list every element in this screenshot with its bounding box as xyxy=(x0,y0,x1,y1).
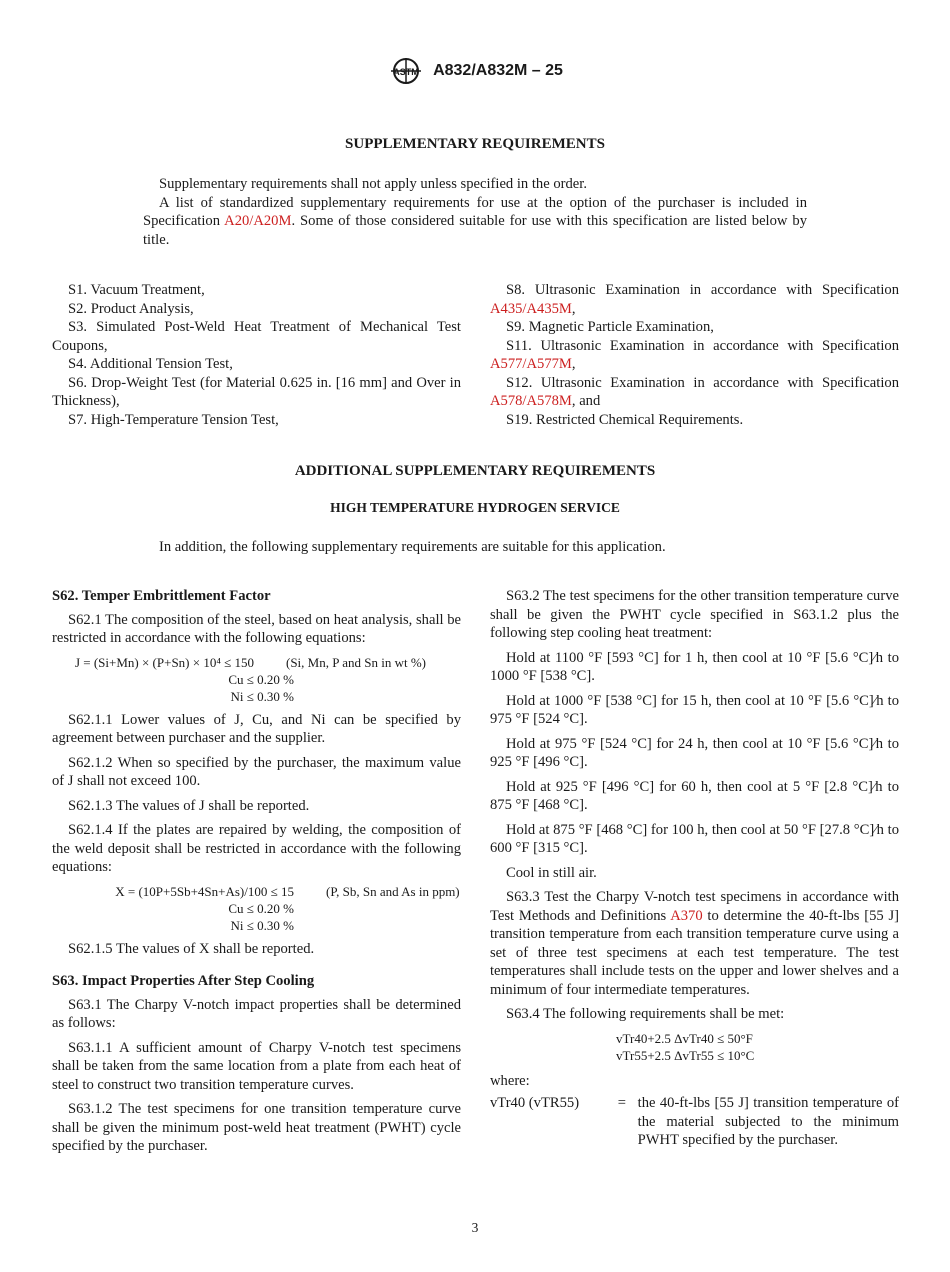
hths-heading: HIGH TEMPERATURE HYDROGEN SERVICE xyxy=(330,500,620,515)
list-item: S7. High-Temperature Tension Test, xyxy=(68,411,279,428)
equation-j: J = (Si+Mn) × (P+Sn) × 10⁴ ≤ 150 (Si, Mn, P and Sn in wt %) Cu ≤ 0.20 % Ni ≤ 0.30 % xyxy=(74,654,426,704)
document-id: A832/A832M – 25 xyxy=(433,62,563,79)
list-item: S4. Additional Tension Test, xyxy=(68,356,233,372)
additional-intro: In addition, the following supplementary requirements are suitable for this application. xyxy=(159,539,666,555)
list-item: S12. Ultrasonic Examination in accordance with Specification A578/A578M, and xyxy=(490,374,899,409)
supplementary-requirements-heading: SUPPLEMENTARY REQUIREMENTS xyxy=(345,136,605,152)
intro-p1: Supplementary requirements shall not apply unless specified in the order. xyxy=(159,176,587,192)
list-item: S1. Vacuum Treatment, xyxy=(68,282,205,298)
link-a20[interactable]: A20/A20M xyxy=(224,213,292,229)
page-number: 3 xyxy=(471,1220,479,1235)
para-s62-1-5: S62.1.5 The values of X shall be reported. xyxy=(68,940,315,957)
supplementary-list-right xyxy=(490,281,899,429)
list-item: S3. Simulated Post-Weld Heat Treatment of Mechanical Test Coupons, xyxy=(52,319,461,354)
supplementary-list-left xyxy=(52,281,461,429)
link-a578[interactable]: A578/A578M xyxy=(490,393,572,409)
para-s63-1: S63.1 The Charpy V-notch impact properties shall be determined as follows: xyxy=(52,996,461,1031)
list-item: S8. Ultrasonic Examination in accordance with Specification A435/A435M, xyxy=(490,282,899,317)
where-label: where: xyxy=(490,1072,530,1089)
hold-step-3: Hold at 975 °F [524 °C] for 24 h, then cool at 10 °F [5.6 °C]⁄h to 925 °F [496 °C]. xyxy=(490,735,899,770)
intro-p2: A list of standardized supplementary requirements for use at the option of the purchaser is included in Specification A20/A20M. Some of those considered suitable for use with this specification are listed below by title. xyxy=(143,194,807,248)
para-s63-3: S63.3 Test the Charpy V-notch test specimens in accordance with Test Methods and Definitions A370 to determine the 40-ft-lbs [55 J] transition temperature from each transition temperature curve using a set of three test specimens at each test temperature. The test temperatures shall include tests on the upper and lower shelves and a minimum of four intermediate temperatures. xyxy=(490,889,899,998)
para-s62-1: S62.1 The composition of the steel, based on heat analysis, shall be restricted in accordance with the following equations: xyxy=(52,611,461,646)
cool-step: Cool in still air. xyxy=(506,864,597,881)
hold-step-1: Hold at 1100 °F [593 °C] for 1 h, then cool at 10 °F [5.6 °C]⁄h to 1000 °F [538 °C]. xyxy=(490,649,899,684)
where-definition: vTr40 (vTR55) = the 40-ft-lbs [55 J] transition temperature of the material subjected to the minimum PWHT specified by the purchaser. xyxy=(490,1095,899,1148)
svg-text:ASTM: ASTM xyxy=(393,67,419,77)
link-a577[interactable]: A577/A577M xyxy=(490,356,572,372)
link-a435[interactable]: A435/A435M xyxy=(490,300,572,317)
para-s63-1-1: S63.1.1 A sufficient amount of Charpy V-notch test specimens shall be taken from the same location from a plate from each heat of steel to construct two transition temperature curves. xyxy=(52,1039,461,1093)
list-item: S2. Product Analysis, xyxy=(68,300,194,317)
para-s62-1-3: S62.1.3 The values of J shall be reported. xyxy=(68,797,310,814)
para-s63-2: S63.2 The test specimens for the other transition temperature curve shall be given the PWHT cycle specified in S63.1.2 plus the following step cooling heat treatment: xyxy=(490,588,899,641)
para-s63-1-2: S63.1.2 The test specimens for one transition temperature curve shall be given the minimum post-weld heat treatment (PWHT) cycle specified by the purchaser. xyxy=(52,1101,461,1154)
astm-logo-icon xyxy=(387,56,425,86)
right-column xyxy=(490,587,899,1150)
additional-requirements-heading: ADDITIONAL SUPPLEMENTARY REQUIREMENTS xyxy=(294,463,656,479)
hold-step-4: Hold at 925 °F [496 °C] for 60 h, then cool at 5 °F [2.8 °C]⁄h to 875 °F [468 °C]. xyxy=(490,778,899,813)
section-s62-title: S62. Temper Embrittlement Factor xyxy=(52,588,271,604)
list-item: S9. Magnetic Particle Examination, xyxy=(506,319,714,335)
list-item: S11. Ultrasonic Examination in accordance with Specification A577/A577M, xyxy=(490,337,899,372)
para-s62-1-2: S62.1.2 When so specified by the purchaser, the maximum value of J shall not exceed 100. xyxy=(52,754,461,789)
intro xyxy=(143,175,807,249)
para-s62-1-4: S62.1.4 If the plates are repaired by welding, the composition of the weld deposit shall be restricted in accordance with the following equations: xyxy=(52,822,461,875)
hold-step-5: Hold at 875 °F [468 °C] for 100 h, then cool at 50 °F [27.8 °C]⁄h to 600 °F [315 °C]. xyxy=(490,821,899,856)
equation-x: X = (10P+5Sb+4Sn+As)/100 ≤ 15 (P, Sb, Sn and As in ppm) Cu ≤ 0.20 % Ni ≤ 0.30 % xyxy=(115,883,460,933)
list-item: S19. Restricted Chemical Requirements. xyxy=(506,411,744,428)
hold-step-2: Hold at 1000 °F [538 °C] for 15 h, then cool at 10 °F [5.6 °C]⁄h to 975 °F [524 °C]. xyxy=(490,692,899,727)
section-s63-title: S63. Impact Properties After Step Cooling xyxy=(52,973,315,989)
list-item: S6. Drop-Weight Test (for Material 0.625 in. [16 mm] and Over in Thickness), xyxy=(52,374,461,409)
para-s63-4: S63.4 The following requirements shall be met: xyxy=(506,1006,785,1022)
page-header xyxy=(0,56,950,86)
para-s62-1-1: S62.1.1 Lower values of J, Cu, and Ni can be specified by agreement between purchaser and the supplier. xyxy=(52,711,461,746)
equation-vtr: vTr40+2.5 ΔvTr40 ≤ 50°F vTr55+2.5 ΔvTr55 ≤ 10°C xyxy=(616,1030,755,1063)
link-a370[interactable]: A370 xyxy=(670,907,703,924)
left-column xyxy=(52,587,461,1162)
